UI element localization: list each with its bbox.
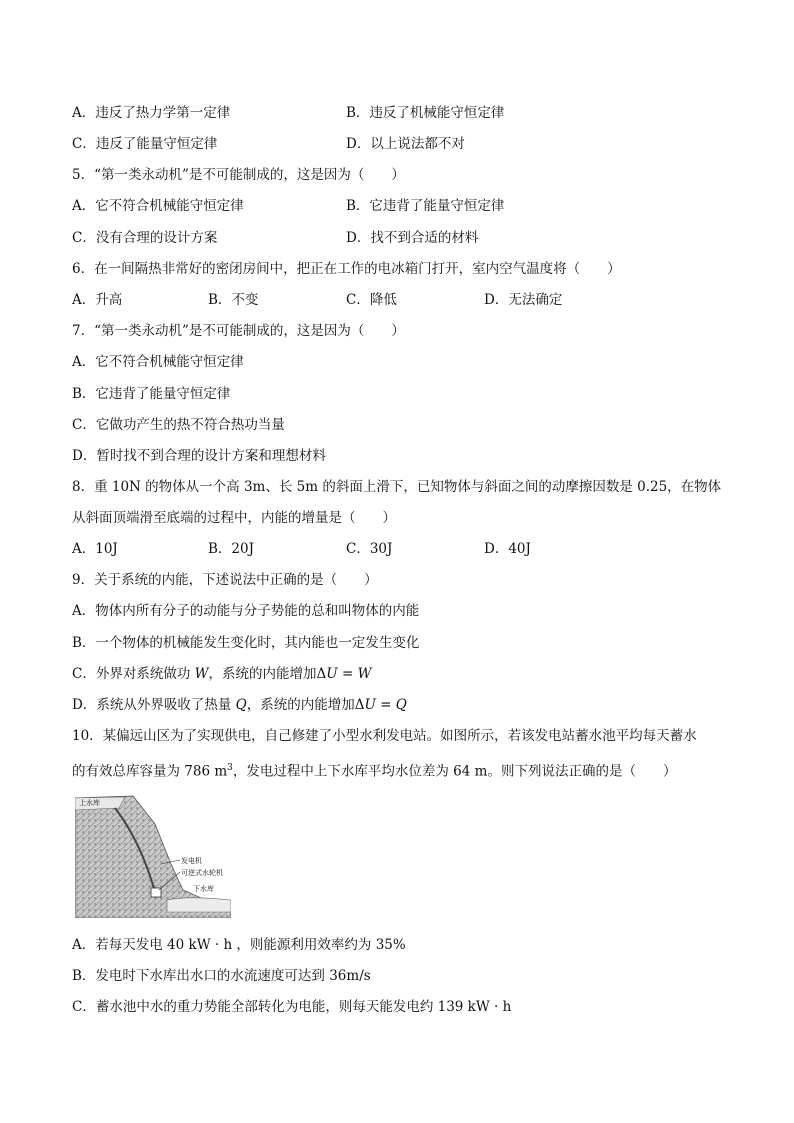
- q10-option-a: A．若每天发电 40 kW · h ，则能源利用效率约为 35%: [72, 937, 406, 953]
- q6-option-b: B．不变: [208, 292, 259, 308]
- q7-option-c: C．它做功产生的热不符合热功当量: [72, 417, 285, 433]
- q9-option-c-var-w: W: [194, 666, 209, 682]
- q9-option-d-mid: ，系统的内能增加Δ: [246, 697, 365, 713]
- q9-option-c-var-w2: W: [357, 666, 372, 682]
- q10-stem-line2-b: ，发电过程中上下水库平均水位差为 64 m。则下列说法正确的是（ ）: [232, 763, 677, 780]
- q10-stem-line2: [72, 759, 676, 781]
- label-upper-reservoir: 上水库: [79, 799, 100, 807]
- q9-option-c: [72, 665, 371, 683]
- label-turbine: 可逆式水轮机: [181, 869, 223, 877]
- q6-option-a: A．升高: [72, 292, 123, 308]
- q9-option-d: [72, 696, 407, 714]
- q9-option-c-var-u: U: [326, 666, 338, 682]
- q9-option-c-prefix: C．外界对系统做功: [72, 666, 195, 682]
- q5-option-d: D．找不到合适的材料: [346, 230, 479, 246]
- q8-stem-line2: 从斜面顶端滑至底端的过程中，内能的增量是（ ）: [72, 510, 396, 526]
- q9-option-c-mid: ，系统的内能增加Δ: [208, 666, 327, 682]
- label-lower-reservoir: 下水库: [193, 885, 214, 893]
- q4-option-b: B．违反了机械能守恒定律: [346, 105, 505, 121]
- q5-option-c: C．没有合理的设计方案: [72, 230, 218, 246]
- q5-stem: 5．“第一类永动机”是不可能制成的，这是因为（ ）: [72, 167, 405, 183]
- q9-option-d-eq: =: [375, 697, 396, 713]
- q10-option-b: B．发电时下水库出水口的水流速度可达到 36m/s: [72, 968, 371, 984]
- q8-option-d: D．40J: [484, 541, 531, 557]
- q6-stem: 6．在一间隔热非常好的密闭房间中，把正在工作的电冰箱门打开，室内空气温度将（ ）: [72, 261, 621, 277]
- q10-option-c: C．蓄水池中水的重力势能全部转化为电能，则每天能发电约 139 kW · h: [72, 999, 512, 1015]
- q8-option-c: C．30J: [346, 541, 393, 557]
- q9-option-d-var-q: Q: [235, 697, 247, 713]
- q9-option-b: B．一个物体的机械能发生变化时，其内能也一定发生变化: [72, 635, 420, 651]
- label-generator: 发电机: [181, 857, 202, 865]
- q9-option-c-eq: =: [337, 666, 358, 682]
- q8-option-a: A．10J: [72, 541, 118, 557]
- hydro-station-figure: [75, 794, 231, 918]
- q10-stem-line1: 10．某偏远山区为了实现供电，自己修建了小型水利发电站。如图所示，若该发电站蓄水池平均每天蓄水: [72, 728, 697, 744]
- q9-stem: 9．关于系统的内能，下述说法中正确的是（ ）: [72, 572, 378, 588]
- lower-reservoir-shape: [167, 898, 231, 912]
- q10-stem-superscript: 3: [227, 763, 233, 773]
- q8-stem-line1: 8．重 10N 的物体从一个高 3m、长 5m 的斜面上滑下，已知物体与斜面之间的动摩擦因数是 0.25，在物体: [72, 479, 722, 495]
- q9-option-d-var-u: U: [364, 697, 376, 713]
- q9-option-d-var-q2: Q: [395, 697, 407, 713]
- q9-option-d-prefix: D．系统从外界吸收了热量: [72, 697, 236, 713]
- q9-option-a: A．物体内所有分子的动能与分子势能的总和叫物体的内能: [72, 603, 420, 619]
- q6-option-d: D．无法确定: [484, 292, 563, 308]
- q5-option-a: A．它不符合机械能守恒定律: [72, 198, 244, 214]
- q10-stem-line2-a: 的有效总库容量为 786 m: [72, 763, 228, 780]
- q8-option-b: B．20J: [208, 541, 255, 557]
- q4-option-c: C．违反了能量守恒定律: [72, 136, 218, 152]
- q7-option-a: A．它不符合机械能守恒定律: [72, 354, 244, 370]
- q5-option-b: B．它违背了能量守恒定律: [346, 198, 505, 214]
- q4-option-a: A．违反了热力学第一定律: [72, 105, 231, 121]
- hydro-station-illustration: [75, 794, 231, 918]
- q4-option-d: D．以上说法都不对: [346, 136, 465, 152]
- q7-option-b: B．它违背了能量守恒定律: [72, 386, 231, 402]
- q6-option-c: C．降低: [346, 292, 397, 308]
- q7-option-d: D．暂时找不到合理的设计方案和理想材料: [72, 448, 326, 464]
- q7-stem: 7．“第一类永动机”是不可能制成的，这是因为（ ）: [72, 323, 405, 339]
